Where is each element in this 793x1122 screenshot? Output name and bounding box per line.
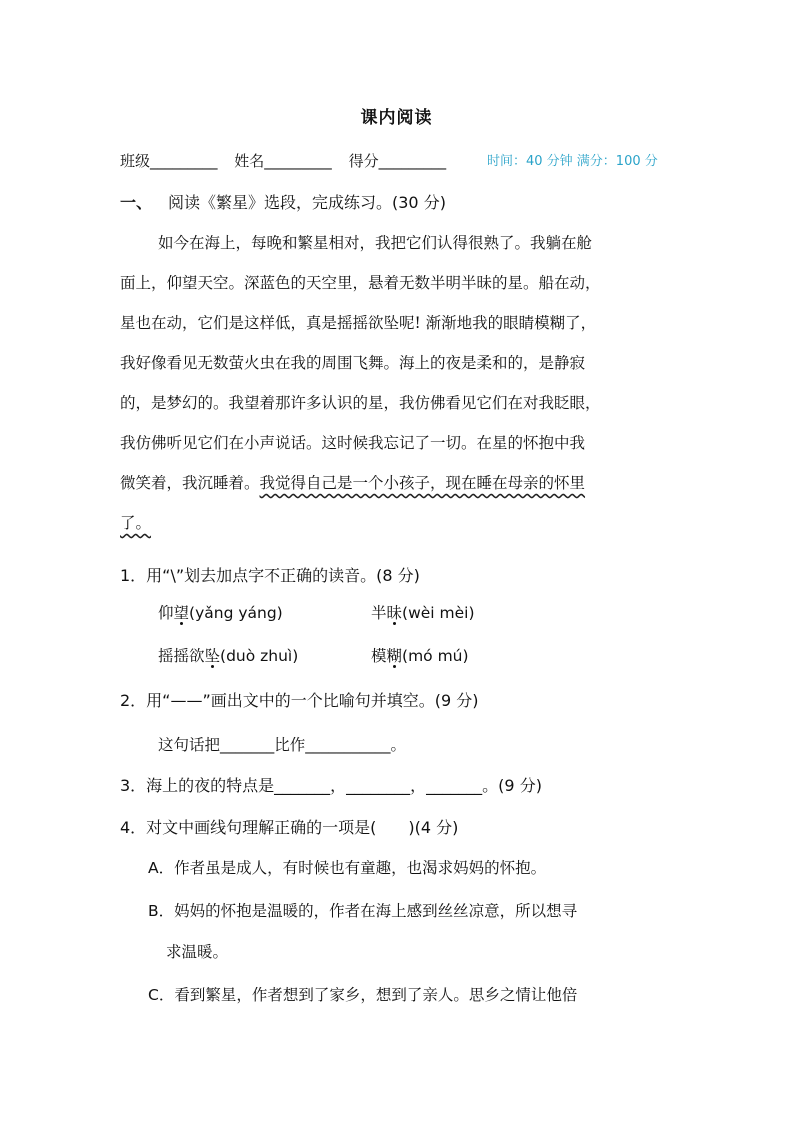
pinyin-item <box>371 644 469 666</box>
passage-line <box>120 471 585 493</box>
pinyin-item <box>158 601 283 623</box>
pinyin-options[interactable]: (duò zhuì) <box>220 647 299 665</box>
passage-line: 我好像看见无数萤火虫在我的周围飞舞。海上的夜是柔和的，是静寂 <box>120 354 586 372</box>
word-char: 半 <box>371 604 387 622</box>
passage-text: 微笑着，我沉睡着。 <box>120 474 260 492</box>
section-number: 一、 <box>120 193 153 212</box>
passage-line: 的，是梦幻的。我望着那许多认识的星，我仿佛看见它们在对我眨眼， <box>120 394 601 412</box>
section-instruction: 阅读《繁星》选段，完成练习。(30 分) <box>168 193 446 212</box>
passage-line: 星也在动，它们是这样低，真是摇摇欲坠呢! 渐渐地我的眼睛模糊了， <box>120 314 597 332</box>
underlined-sentence-end: 了。 <box>120 514 152 532</box>
pinyin-item <box>371 601 475 623</box>
fill-blank[interactable]: 这句话把_______比作___________。 <box>158 736 407 754</box>
question-1: 1．用“\”划去加点字不正确的读音。(8 分) <box>120 566 420 585</box>
pinyin-options[interactable]: (yǎng yáng) <box>189 604 283 622</box>
word-char: 摇摇欲 <box>158 647 205 665</box>
passage-line <box>120 511 151 533</box>
option-a[interactable]: A．作者虽是成人，有时候也有童趣，也渴求妈妈的怀抱。 <box>148 859 547 877</box>
dotted-char: 糊 <box>386 647 403 665</box>
section-heading <box>120 190 446 213</box>
word-char: 仰 <box>158 604 174 622</box>
question-4: 4．对文中画线句理解正确的一项是( )(4 分) <box>120 818 459 837</box>
class-field[interactable]: 班级_________ <box>120 152 218 170</box>
student-info-row <box>120 150 446 171</box>
dotted-char: 望 <box>173 604 190 622</box>
option-b-continued: 求温暖。 <box>166 943 229 961</box>
word-char: 模 <box>371 647 387 665</box>
passage-line: 我仿佛听见它们在小声说话。这时候我忘记了一切。在星的怀抱中我 <box>120 434 586 452</box>
passage-line: 如今在海上，每晚和繁星相对，我把它们认得很熟了。我躺在舱 <box>158 234 593 252</box>
name-field[interactable]: 姓名_________ <box>234 152 332 170</box>
dotted-char: 昧 <box>386 604 403 622</box>
pinyin-item <box>158 644 298 666</box>
dotted-char: 坠 <box>204 647 221 665</box>
score-field[interactable]: 得分_________ <box>348 152 447 170</box>
question-3[interactable]: 3．海上的夜的特点是_______，________，_______。(9 分) <box>120 776 542 795</box>
passage-line: 面上，仰望天空。深蓝色的天空里，悬着无数半明半昧的星。船在动， <box>120 274 601 292</box>
time-score-info: 时间：40 分钟 满分：100 分 <box>487 154 658 169</box>
pinyin-options[interactable]: (mó mú) <box>402 647 469 665</box>
option-b[interactable]: B．妈妈的怀抱是温暖的，作者在海上感到丝丝凉意，所以想寻 <box>148 902 578 920</box>
pinyin-options[interactable]: (wèi mèi) <box>402 604 475 622</box>
page-title: 课内阅读 <box>360 108 433 128</box>
question-2: 2．用“——”画出文中的一个比喻句并填空。(9 分) <box>120 691 479 710</box>
underlined-sentence: 我觉得自己是一个小孩子，现在睡在母亲的怀里 <box>259 474 586 492</box>
option-c[interactable]: C．看到繁星，作者想到了家乡，想到了亲人。思乡之情让他倍 <box>148 986 578 1004</box>
